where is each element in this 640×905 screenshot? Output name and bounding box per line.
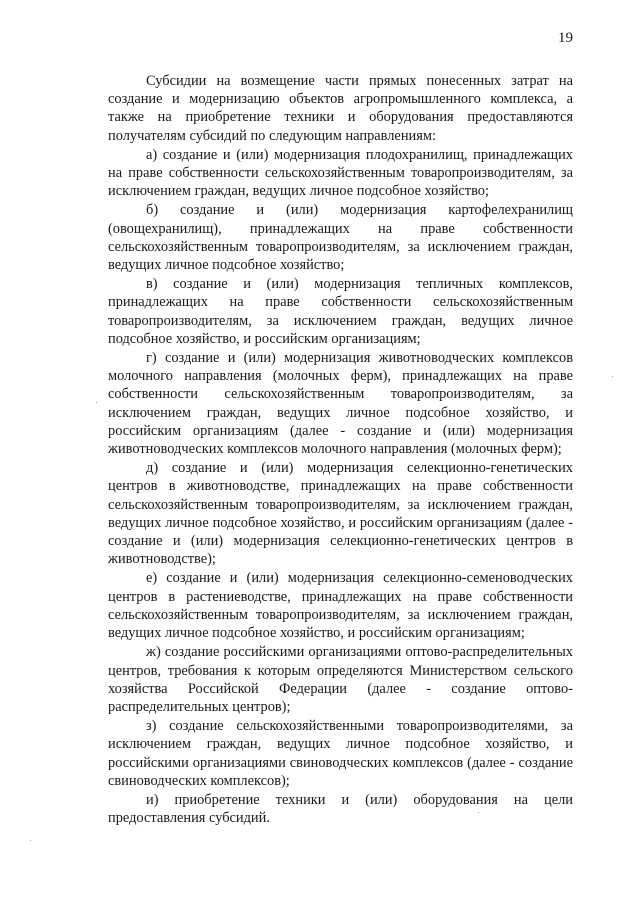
scan-speck xyxy=(478,812,479,813)
list-item-z: з) создание сельскохозяйственными товаропроизводителями, за исключением граждан, ведущих личное подсобное хозяйство, и российскими организациями свиноводческих комплексов (далее - создание свиноводческих комплексов); xyxy=(108,718,573,789)
list-item-v: в) создание и (или) модернизация тепличных комплексов, принадлежащих на праве собственности сельскохозяйственным товаропроизводителям, за исключением граждан, ведущих личное подсобное хозяйство, и российским организациям; xyxy=(108,276,573,347)
scan-speck xyxy=(96,402,97,403)
list-item-g: г) создание и (или) модернизация животноводческих комплексов молочного направления (молочных ферм), принадлежащих на праве собственности сельскохозяйственным товаропроизводителям, за исключением граждан, ведущих личное подсобное хозяйство, и российским организациям (далее - создание и (или) модернизация животноводческих комплексов молочного направления (молочных ферм); xyxy=(108,350,573,458)
scan-speck xyxy=(30,840,31,841)
list-item-b: б) создание и (или) модернизация картофелехранилищ (овощехранилищ), принадлежащих на праве собственности сельскохозяйственным товаропроизводителям, за исключением граждан, ведущих личное подсобное хозяйство; xyxy=(108,202,573,274)
list-item-d: д) создание и (или) модернизация селекционно-генетических центров в животноводстве, принадлежащих на праве собственности сельскохозяйственным товаропроизводителям, за исключением граждан, ведущих личное подсобное хозяйство, и российским организациям (далее - создание и (или) модернизация селекционно-генетических центров в животноводстве); xyxy=(108,460,573,568)
list-item-a: а) создание и (или) модернизация плодохранилищ, принадлежащих на праве собственности сельскохозяйственным товаропроизводителям, за исключением граждан, ведущих личное подсобное хозяйство; xyxy=(108,146,573,200)
document-body xyxy=(108,72,573,827)
page-number: 19 xyxy=(558,30,573,46)
scan-speck xyxy=(612,376,613,377)
list-item-i: и) приобретение техники и (или) оборудования на цели предоставления субсидий. xyxy=(108,791,573,827)
intro-paragraph: Субсидии на возмещение части прямых понесенных затрат на создание и модернизацию объектов агропромышленного комплекса, а также на приобретение техники и оборудования предоставляются получателям субсидий по следующим направлениям: xyxy=(108,73,573,144)
list-item-e: е) создание и (или) модернизация селекционно-семеноводческих центров в растениеводстве, принадлежащих на праве собственности сельскохозяйственным товаропроизводителям, за исключением граждан, ведущих личное подсобное хозяйство, и российским организациям; xyxy=(108,570,573,642)
list-item-zh: ж) создание российскими организациями оптово-распределительных центров, требования к которым определяются Министерством сельского хозяйства Российской Федерации (далее - создание оптово-распределительных центров); xyxy=(108,644,573,715)
